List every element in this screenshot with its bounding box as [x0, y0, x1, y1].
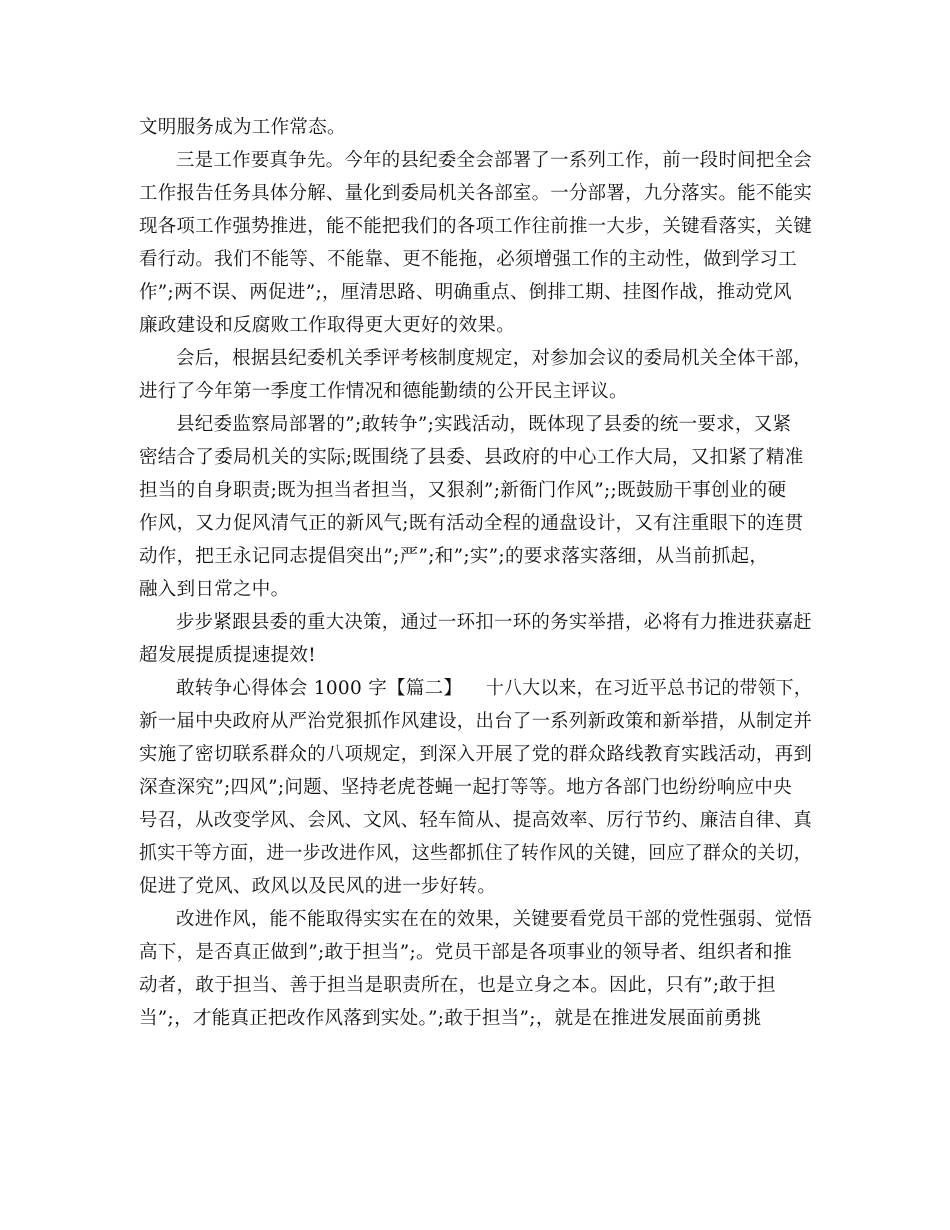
text-line [0, 937, 950, 969]
text-line [0, 640, 950, 672]
text-line [0, 277, 950, 309]
line-text: 当”;，才能真正把改作风落到实处。”;敢于担当”;，就是在推进发展面前勇挑 [139, 1008, 762, 1029]
text-line [0, 244, 950, 276]
line-text: 实施了密切联系群众的八项规定，到深入开展了党的群众路线教育实践活动，再到 [139, 744, 813, 765]
line-text: 作”;两不误、两促进”;，厘清思路、明确重点、倒排工期、挂图作战，推动党风 [139, 282, 792, 303]
text-line [0, 970, 950, 1002]
line-text: 动者，敢于担当、善于担当是职责所在，也是立身之本。因此，只有”;敢于担 [139, 975, 776, 996]
text-line [0, 1003, 950, 1035]
text-line [0, 739, 950, 771]
text-line [0, 376, 950, 408]
text-line [0, 673, 950, 705]
line-text: 号召，从改变学风、会风、文风、轻车简从、提高效率、厉行节约、廉洁自律、真 [139, 810, 813, 831]
line-text: 改进作风，能不能取得实实在在的效果，关键要看党员干部的党性强弱、觉悟 [176, 909, 813, 930]
text-line [0, 475, 950, 507]
line-text: 县纪委监察局部署的”;敢转争”;实践活动，既体现了县委的统一要求，又紧 [176, 414, 792, 435]
line-text: 担当的自身职责;既为担当者担当，又狠刹”;新衙门作风”;;既鼓励干事创业的硬 [139, 480, 787, 501]
text-line [0, 706, 950, 738]
line-text: 动作，把王永记同志提倡突出”;严”;和”;实”;的要求落实落细，从当前抓起， [139, 546, 769, 567]
line-text: 抓实干等方面，进一步改进作风，这些都抓住了转作风的关键，回应了群众的关切， [139, 843, 813, 864]
text-line [0, 112, 950, 144]
text-line [0, 409, 950, 441]
line-text: 会后，根据县纪委机关季评考核制度规定，对参加会议的委局机关全体干部， [176, 348, 813, 369]
line-text: 促进了党风、政风以及民风的进一步好转。 [139, 876, 497, 897]
line-text: 文明服务成为工作常态。 [139, 117, 346, 138]
line-text: 十八大以来，在习近平总书记的带领下， [486, 678, 812, 699]
line-text: 高下，是否真正做到”;敢于担当”;。党员干部是各项事业的领导者、组织者和推 [139, 942, 792, 963]
line-text: 深查深究”;四风”;问题、坚持老虎苍蝇一起打等等。地方各部门也纷纷响应中央 [139, 777, 792, 798]
line-text: 融入到日常之中。 [139, 579, 290, 600]
text-line [0, 508, 950, 540]
text-line [0, 772, 950, 804]
line-text: 超发展提质提速提效! [139, 645, 316, 666]
line-text: 步步紧跟县委的重大决策，通过一环扣一环的务实举措，必将有力推进获嘉赶 [176, 612, 813, 633]
line-text: 工作报告任务具体分解、量化到委局机关各部室。一分部署，九分落实。能不能实 [139, 183, 813, 204]
line-text: 作风，又力促风清气正的新风气;既有活动全程的通盘设计，又有注重眼下的连贯 [139, 513, 804, 534]
text-line [0, 838, 950, 870]
line-text: 密结合了委局机关的实际;既围绕了县委、县政府的中心工作大局，又扣紧了精准 [139, 447, 804, 468]
text-line [0, 904, 950, 936]
section-heading: 敢转争心得体会 1000 字【篇二】 [176, 678, 463, 699]
text-line [0, 442, 950, 474]
text-line [0, 211, 950, 243]
text-line [0, 607, 950, 639]
text-line [0, 805, 950, 837]
line-text: 三是工作要真争先。今年的县纪委全会部署了一系列工作，前一段时间把全会 [176, 150, 813, 171]
line-text: 廉政建设和反腐败工作取得更大更好的效果。 [139, 315, 516, 336]
line-text: 现各项工作强势推进，能不能把我们的各项工作往前推一大步，关键看落实，关键 [139, 216, 813, 237]
text-line [0, 343, 950, 375]
text-line [0, 574, 950, 606]
line-text: 进行了今年第一季度工作情况和德能勤绩的公开民主评议。 [139, 381, 628, 402]
line-text: 新一届中央政府从严治党狠抓作风建设，出台了一系列新政策和新举措，从制定并 [139, 711, 813, 732]
text-line [0, 871, 950, 903]
line-text: 看行动。我们不能等、不能靠、更不能拖，必须增强工作的主动性，做到学习工 [139, 249, 798, 270]
text-line [0, 541, 950, 573]
text-line [0, 145, 950, 177]
text-line [0, 310, 950, 342]
text-line [0, 178, 950, 210]
